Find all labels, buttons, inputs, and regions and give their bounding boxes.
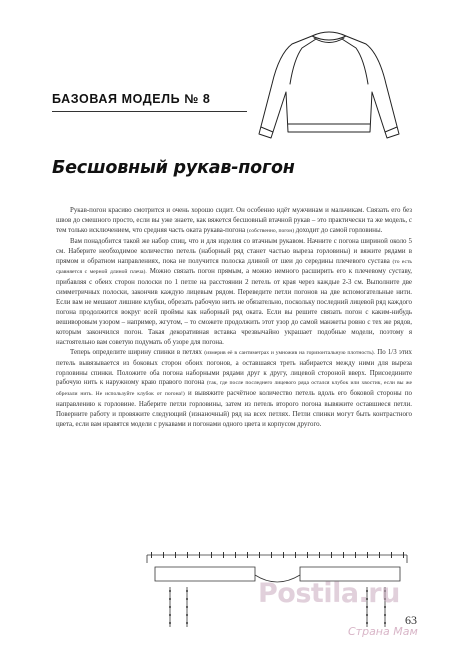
paragraph-2 <box>56 237 412 348</box>
paragraph-1 <box>56 206 412 237</box>
paragraph-1-text: Рукав-погон красиво смотрится и очень хорошо сидит. Он особенно идёт мужчинам и мальчикам. Связать его без швов до смешного просто, если вы уже знаете, как вяжется бесшовный втачной рукав – это практически та же модель, с тем только исключением, что средняя часть оката рукава-погона <box>56 207 412 234</box>
page-title: Бесшовный рукав-погон <box>52 158 295 178</box>
watermark-logo: Postila.ru <box>258 578 400 609</box>
paragraph-3-text-a: Теперь определите ширину спинки в петлях <box>70 348 203 356</box>
paragraph-3-note: (измерив её в сантиметрах и умножив на горизонтальную плотность). <box>204 349 376 356</box>
paragraph-1-end: доходит до самой горловины. <box>295 226 383 234</box>
model-label: БАЗОВАЯ МОДЕЛЬ № 8 <box>52 92 211 106</box>
paragraph-2-text-a: Вам понадобится такой же набор спиц, что и для изделия со втачным рукавом. Начните с погона шириной около 5 см. Наберите необходимое количество петель (наборный ряд станет частью выреза горловины) и вяжите рядами в прямом и обратном направлениях, пока не получится полоска длиной от шеи до середины плечевого сустава <box>56 237 412 265</box>
paragraph-3-text-b: По 1/3 этих петель вывязывается из боковых сторон обоих погонов, а оставшаяся треть набирается между ними для выреза горловины спинки. Положите оба погона наборными рядами друг к другу, лицевой стороной вверх. Присоедините рабочую нить к наружному краю правого погона <box>56 348 412 387</box>
paragraph-3 <box>56 348 412 430</box>
paragraph-2-text-b: Можно связать погон прямым, а можно немного расширить его к плечевому суставу, прибавляя с обеих сторон полоски по 1 петле на расстоянии 2 петель от края через каждые 2-3 см. Выполните две симметричных полоски, закончив каждую лицевым рядом. Переведите петли погонов на две вспомогательные нити. Если вам не мешают лишние клубки, обрезать рабочую нить не обязательно, поскольку последний лицевой ряд каждого погона продолжится вокруг всей проймы как наборный ряд оката. Если вы решите связать погон с каким-нибудь вешиворовым узором – например, жгутом, – то сможете продолжить этот узор до самой манжеты ровно с тех же рядов, которым закончился погон. Такая декоративная вставка чрезвычайно украшает подобные модели, поэтому я настоятельно вам советую подумать об узоре для погона. <box>56 268 412 346</box>
paragraph-1-note: (собственно, погон) <box>246 227 295 234</box>
paragraph-2-note: (то есть сравняется с мерной длиной плеча). <box>56 258 412 276</box>
page-number: 63 <box>405 613 417 627</box>
watermark-subtitle: Страна Мам <box>348 625 418 638</box>
body-text <box>56 206 412 430</box>
header-rule <box>52 111 247 112</box>
paragraph-3-note-2: (так, где после последнего лицевого ряда остался клубок или хвостик, если вы же обрезали нить. Не используйте клубок от погона!) <box>56 380 412 398</box>
sweater-illustration <box>254 14 404 149</box>
paragraph-3-text-c: и вывяжите расчётное количество петель вдоль его боковой стороны по направлению к горловине. Наберите петли горловины, затем из петель второго погона вывяжите оставшиеся петли. Поверните работу и провяжите следующий (изнаночный) ряд на всех петлях. Петли спинки могут быть контрастного цвета, если вам нравятся модели с рукавами и погонами одного цвета и корпусом другого. <box>56 390 412 429</box>
